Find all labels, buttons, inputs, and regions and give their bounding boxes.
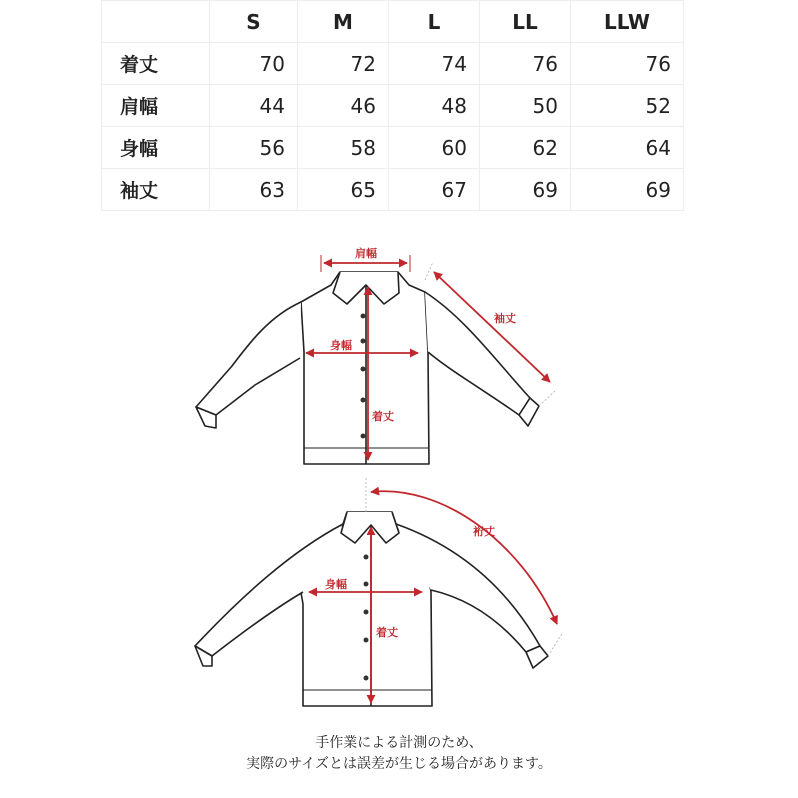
- label-body-length-2: 着丈: [376, 626, 398, 639]
- table-cell: 70: [210, 43, 298, 85]
- label-chest-width: 身幅: [330, 339, 352, 352]
- table-cell: 50: [480, 85, 571, 127]
- table-cell: 76: [571, 43, 684, 85]
- size-header-s: S: [210, 1, 298, 43]
- table-cell: 67: [389, 169, 480, 211]
- measurement-note: [0, 733, 798, 775]
- table-cell: 65: [298, 169, 389, 211]
- note-line-2: 実際のサイズとは誤差が生じる場合があります。: [246, 756, 552, 772]
- label-body-length: 着丈: [372, 410, 394, 423]
- size-header-ll: LL: [480, 1, 571, 43]
- row-label-chest: 身幅: [102, 127, 210, 169]
- table-cell: 76: [480, 43, 571, 85]
- table-cell: 69: [480, 169, 571, 211]
- row-label-shoulder: 肩幅: [102, 85, 210, 127]
- table-cell: 69: [571, 169, 684, 211]
- row-label-sleeve: 袖丈: [102, 169, 210, 211]
- table-cell: 48: [389, 85, 480, 127]
- table-cell: 64: [571, 127, 684, 169]
- note-line-1: 手作業による計測のため、: [315, 735, 483, 751]
- table-cell: 46: [298, 85, 389, 127]
- label-sleeve-length: 袖丈: [494, 312, 516, 325]
- row-label-length: 着丈: [102, 43, 210, 85]
- table-cell: 44: [210, 85, 298, 127]
- size-header-l: L: [389, 1, 480, 43]
- table-cell: 72: [298, 43, 389, 85]
- label-shoulder-width: 肩幅: [355, 247, 377, 260]
- size-header-llw: LLW: [571, 1, 684, 43]
- label-yuki-length: 裄丈: [473, 525, 495, 538]
- table-cell: 62: [480, 127, 571, 169]
- table-cell: 52: [571, 85, 684, 127]
- table-cell: 58: [298, 127, 389, 169]
- size-header-m: M: [298, 1, 389, 43]
- table-cell: 56: [210, 127, 298, 169]
- table-cell: 60: [389, 127, 480, 169]
- table-cell: 63: [210, 169, 298, 211]
- label-chest-width-2: 身幅: [325, 578, 347, 591]
- table-cell: 74: [389, 43, 480, 85]
